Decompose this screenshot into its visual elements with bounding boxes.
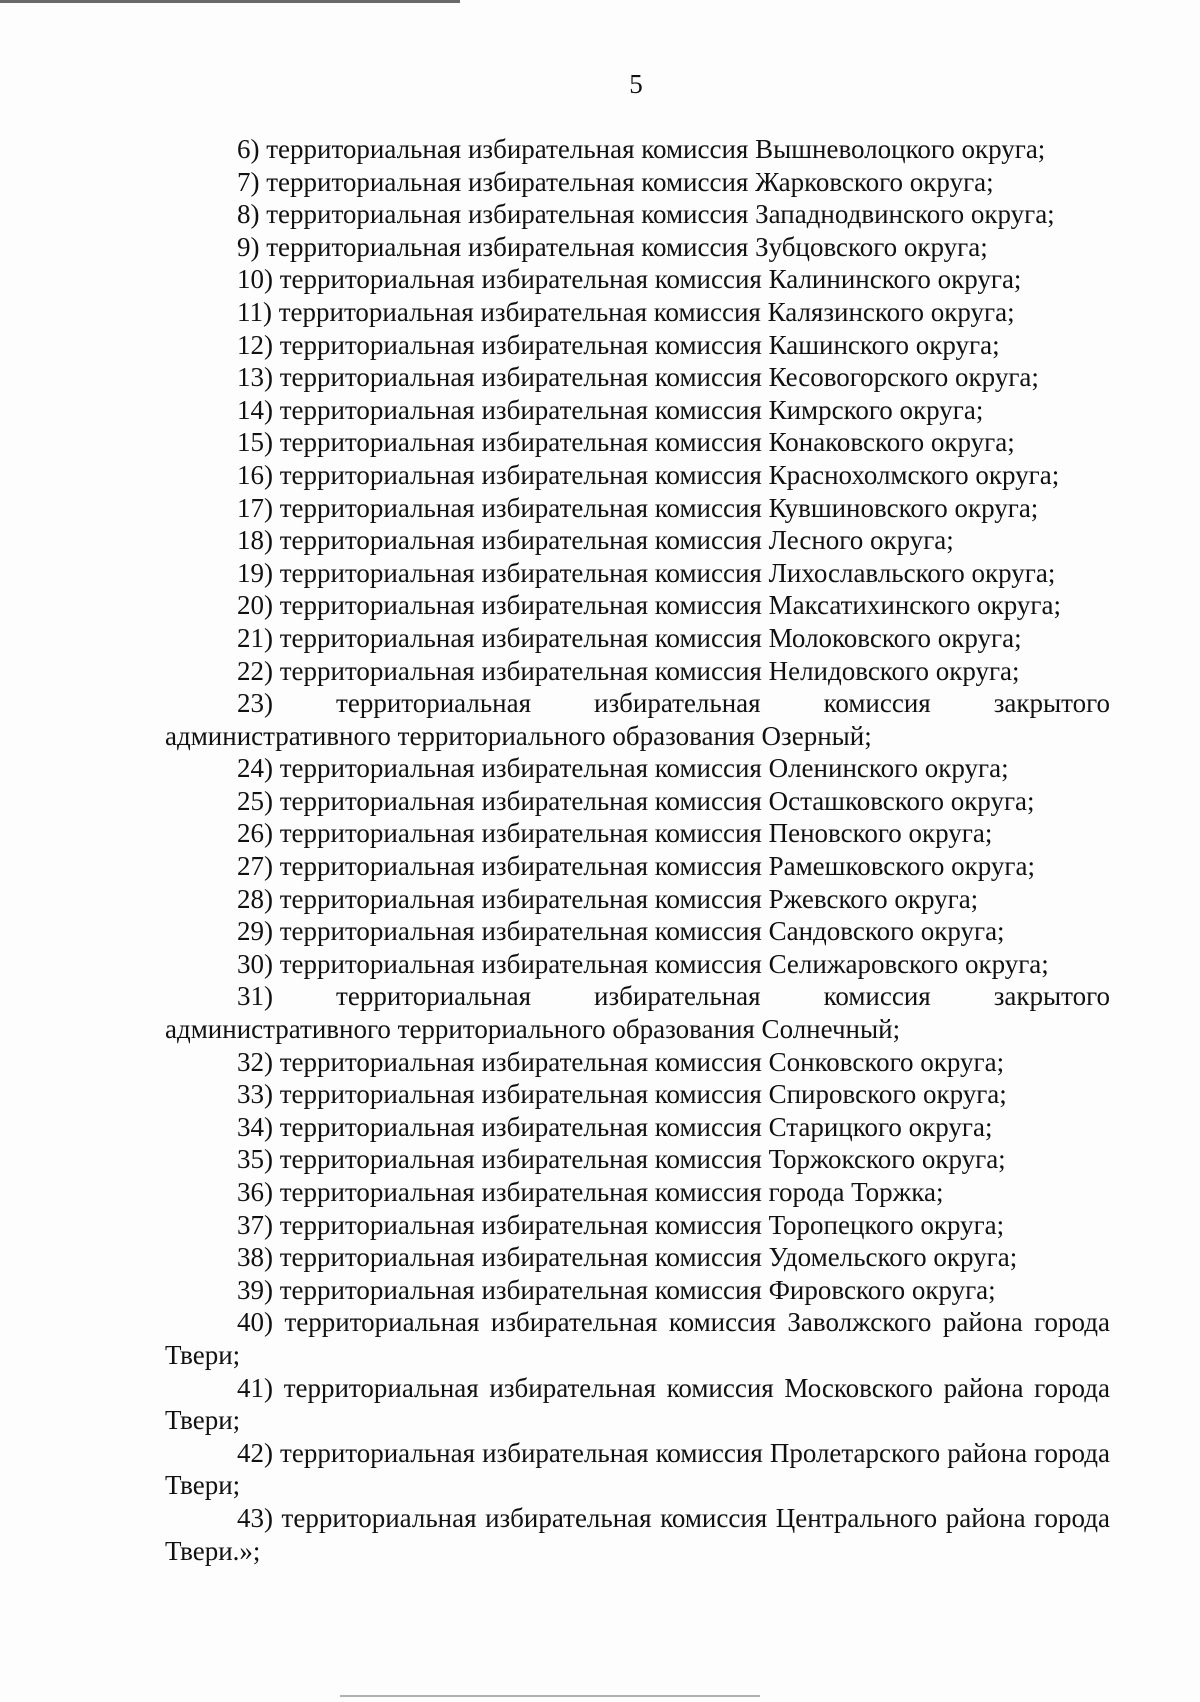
list-item: 41) территориальная избирательная комиссия Московского района города Твери; [165,1372,1110,1436]
list-item: 16) территориальная избирательная комиссия Краснохолмского округа; [237,459,1060,490]
list-item: 38) территориальная избирательная комиссия Удомельского округа; [237,1242,1018,1273]
list-item: 34) территориальная избирательная комиссия Старицкого округа; [237,1111,993,1142]
list-item: 24) территориальная избирательная комиссия Оленинского округа; [237,753,1009,784]
scan-edge-top [0,0,460,3]
list-item: 22) территориальная избирательная комиссия Нелидовского округа; [237,655,1020,686]
list-item: 35) территориальная избирательная комиссия Торжокского округа; [237,1144,1006,1175]
list-item: 8) территориальная избирательная комиссия Западнодвинского округа; [237,199,1055,230]
list-item: 26) территориальная избирательная комиссия Пеновского округа; [237,818,993,849]
list-item: 40) территориальная избирательная комиссия Заволжского района города Твери; [165,1307,1110,1370]
list-item: 17) территориальная избирательная комиссия Кувшиновского округа; [237,492,1039,523]
list-item: 42) территориальная избирательная комиссия Пролетарского района города Твери; [165,1437,1110,1501]
list-item: 25) территориальная избирательная комиссия Осташковского округа; [237,785,1035,816]
list-item: 9) территориальная избирательная комиссия Зубцовского округа; [237,231,988,262]
commission-list [165,133,1110,1567]
list-item: 12) территориальная избирательная комиссия Кашинского округа; [237,329,1000,360]
list-item: 27) территориальная избирательная комиссия Рамешковского округа; [237,851,1035,882]
list-item: 21) территориальная избирательная комиссия Молоковского округа; [237,622,1022,653]
list-item: 43) территориальная избирательная комиссия Центрального района города Твери.»; [165,1502,1110,1566]
list-item: 19) территориальная избирательная комиссия Лихославльского округа; [237,557,1056,588]
list-item: 18) территориальная избирательная комиссия Лесного округа; [237,525,954,556]
page-number: 5 [629,69,643,99]
list-item: 28) территориальная избирательная комиссия Ржевского округа; [237,883,979,914]
list-item: 6) территориальная избирательная комиссия Вышневолоцкого округа; [237,134,1046,164]
list-item: 11) территориальная избирательная комиссия Калязинского округа; [237,296,1015,327]
list-item: 37) территориальная избирательная комиссия Торопецкого округа; [237,1209,1005,1240]
list-item: 23) территориальная избирательная комиссия закрытого административного территориального образования Озерный; [165,688,1110,751]
list-item: 31) территориальная избирательная комиссия закрытого административного территориального образования Солнечный; [165,981,1110,1045]
list-item: 14) территориальная избирательная комиссия Кимрского округа; [237,394,984,425]
list-item: 15) территориальная избирательная комиссия Конаковского округа; [237,427,1015,458]
list-item: 29) территориальная избирательная комиссия Сандовского округа; [237,916,1005,947]
list-item: 30) территориальная избирательная комиссия Селижаровского округа; [237,948,1049,979]
list-item: 39) территориальная избирательная комиссия Фировского округа; [237,1274,996,1305]
list-item: 32) территориальная избирательная комиссия Сонковского округа; [237,1046,1005,1077]
list-item: 13) территориальная избирательная комиссия Кесовогорского округа; [237,362,1039,393]
list-item: 33) территориальная избирательная комиссия Спировского округа; [237,1079,1007,1110]
list-item: 20) территориальная избирательная комиссия Максатихинского округа; [237,590,1061,621]
list-item: 7) территориальная избирательная комиссия Жарковского округа; [237,166,994,197]
list-item: 10) территориальная избирательная комиссия Калининского округа; [237,264,1022,295]
list-item: 36) территориальная избирательная комиссия города Торжка; [237,1177,944,1207]
scan-edge-bottom [340,1695,760,1697]
